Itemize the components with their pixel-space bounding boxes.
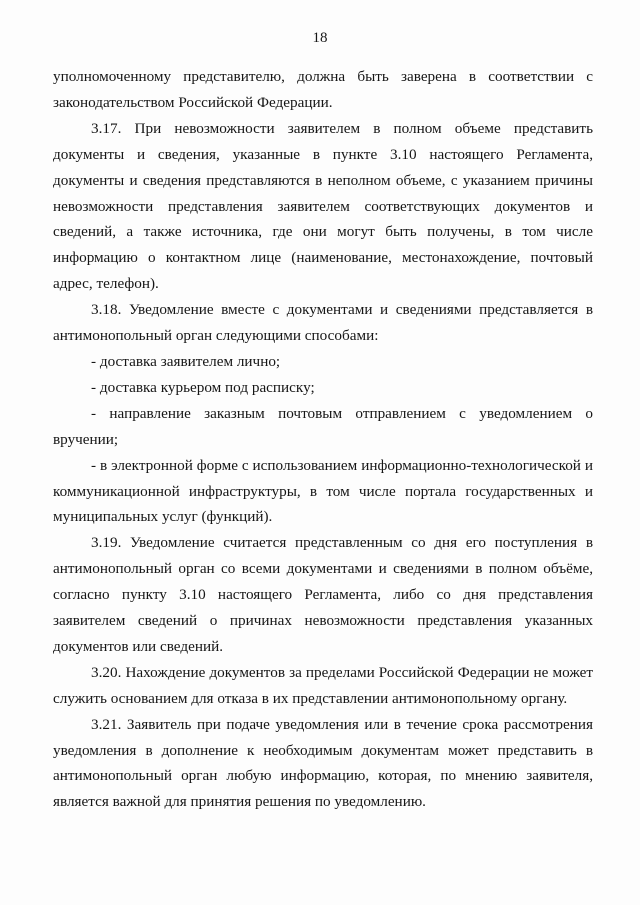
paragraph-3-21: 3.21. Заявитель при подаче уведомления или в течение срока рассмотрения уведомления в дополнение к необходимым документам может представить в антимонопольный орган любую информацию, которая, по мнению заявителя, является важной для принятия решения по уведомлению. [53,715,593,811]
list-item-registered-mail: - направление заказным почтовым отправлением с уведомлением о вручении; [53,404,593,448]
document-body [53,64,593,815]
paragraph-3-19: 3.19. Уведомление считается представленным со дня его поступления в антимонопольный орган со всеми документами и сведениями в полном объёме, согласно пункту 3.10 настоящего Регламента, либо со дня представления заявителем сведений о причинах невозможности представления указанных документов или сведений. [53,534,593,655]
page-number: 18 [312,30,328,46]
list-item-delivery-courier: - доставка курьером под расписку; [91,378,315,396]
list-item-delivery-personal: - доставка заявителем лично; [91,352,281,370]
paragraph-3-18: 3.18. Уведомление вместе с документами и сведениями представляется в антимонопольный орган следующими способами: [53,301,593,345]
list-item-electronic-form: - в электронной форме с использованием информационно-технологической и коммуникационной инфраструктуры, в том числе портала государственных и муниципальных услуг (функций). [53,456,593,526]
paragraph-continuation: уполномоченному представителю, должна быть заверена в соответствии с законодательством Российской Федерации. [53,68,593,111]
paragraph-3-20: 3.20. Нахождение документов за пределами Российской Федерации не может служить основанием для отказа в их представлении антимонопольному органу. [53,663,593,707]
paragraph-3-17: 3.17. При невозможности заявителем в полном объеме представить документы и сведения, указанные в пункте 3.10 настоящего Регламента, документы и сведения представляются в неполном объеме, с указанием причины невозможности представления заявителем соответствующих документов и сведений, а также источника, где они могут быть получены, в том числе информацию о контактном лице (наименование, местонахождение, почтовый адрес, телефон). [53,119,593,293]
